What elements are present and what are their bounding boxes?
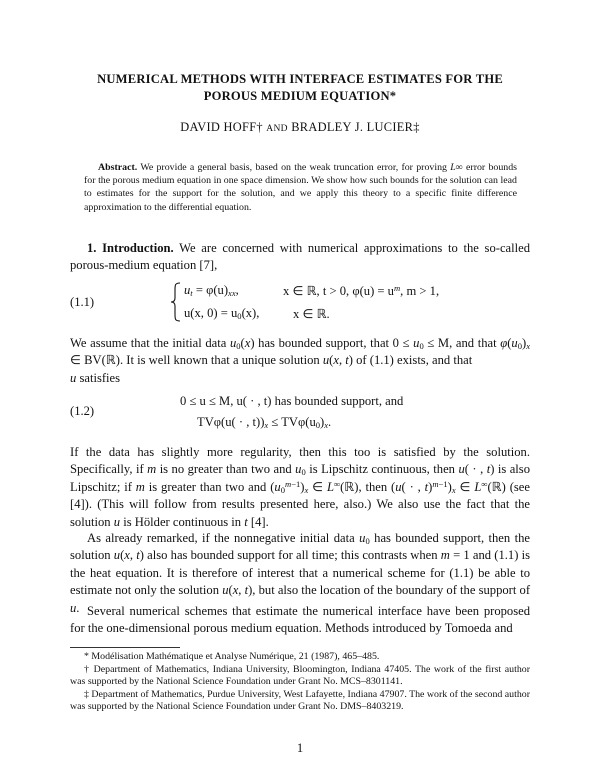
- p2-e: of (1.1) exists, and that: [356, 353, 473, 368]
- p4-a: As already remarked, if the nonnegative initial data: [87, 531, 355, 545]
- intro-paragraph: [70, 240, 530, 275]
- paper-title: [60, 71, 540, 105]
- p4-e: , but also the location of the boundary of the support of: [252, 583, 531, 598]
- p2-c: ≤ M, and that: [427, 336, 497, 350]
- p3-g: is Hölder continuous in: [123, 514, 242, 529]
- section-heading: 1. Introduction.: [87, 241, 174, 255]
- p2-f: satisfies: [79, 370, 121, 385]
- eq-phi: = φ(u): [195, 283, 229, 297]
- eq-cond: x ∈ ℝ, t > 0, φ(u) = u: [283, 284, 394, 298]
- equation-1-1-line-1: $u_t = \varphi(u)_{xx}$,: [184, 283, 239, 299]
- paragraph-schemes: Several numerical schemes that estimate the numerical interface have been proposed for the one-dimensional porous medium equation. Methods introduced by Tomoeda and: [70, 604, 530, 636]
- paragraph-regularity: If the data has slightly more regularity, then this too is satisfied by the solution. Specifically, if m is no greater than two and $u_0$ is Lipschitz continuous, then u( · , t) is also Lipschitz; if m is greater than two and $(u_0^{m-1})_x$ ∈ L∞(ℝ), then (u( · , $t)^{m-1})_x$ ∈ L∞(ℝ) (see [4]). (This will follow from results presented here, also.) We also use the fact that the solution u is Hölder continuous in t [4].: [70, 445, 531, 529]
- p4-c: also has bounded support for all time; this contrasts when: [147, 548, 438, 563]
- equation-1-1-line-2: u(x, $0) = u_0(x)$,: [184, 306, 260, 322]
- intro-text: We are concerned with numerical approximations to the so-called porous-medium equation [7],: [70, 241, 531, 273]
- eq-init-end: (x),: [241, 306, 260, 320]
- footnote-2: † Department of Mathematics, Indiana University, Bloomington, Indiana 47405. The work of the first author was supported by the National Science Foundation under Grant No. MCS–8301141.: [70, 664, 530, 688]
- title-line-1: NUMERICAL METHODS WITH INTERFACE ESTIMATES FOR THE: [97, 72, 503, 86]
- p2-d: ∈ BV(ℝ). It is well known that a unique solution: [70, 353, 320, 368]
- abstract-linf: L∞: [450, 161, 463, 173]
- eq2-tv-c: ): [320, 415, 325, 429]
- author-conjunction: AND: [266, 124, 288, 134]
- eq-u: u: [184, 283, 191, 297]
- p4-b: has bounded support, then the solution: [70, 531, 531, 563]
- left-brace: [170, 282, 182, 322]
- p2-a: We assume that the initial data: [70, 336, 227, 350]
- paragraph-assumptions: We assume that the initial data $u_0(x)$ has bounded support, that $0 \le u_0 \le M$, and that $\varphi(u_0)_x$ ∈ BV(ℝ). It is well known that a unique solution u(x, t) of (1.1) exists, and that u satisfies: [70, 336, 530, 385]
- eq2-tv-b: ≤ TVφ(u: [268, 415, 316, 429]
- p3-b: is no greater than two and: [159, 462, 292, 477]
- author-hoff: DAVID HOFF†: [180, 120, 263, 134]
- equation-number-1-2: (1.2): [70, 404, 95, 418]
- abstract-text-a: We provide a general basis, based on the weak truncation error, for proving: [140, 161, 447, 173]
- paragraph-support: As already remarked, if the nonnegative initial data $u_0$ has bounded support, then the solution u(x, t) also has bounded support for all time; this contrasts when m = 1 and (1.1) is the heat equation. It is therefore of interest that a numerical scheme for (1.1) be able to estimate not only the solution u(x, t), but also the location of the boundary of the support of u.: [70, 531, 531, 615]
- p3-c: is Lipschitz continuous, then: [309, 462, 455, 477]
- equation-1-1-condition-1: x ∈ ℝ, t > 0, $\varphi(u) = u^m$, m > 1,: [283, 283, 440, 298]
- eq-cond-end: , m > 1,: [400, 284, 440, 298]
- footnote-1: * Modélisation Mathématique et Analyse Numérique, 21 (1987), 465–485.: [84, 651, 380, 662]
- p3-h: [4].: [250, 514, 269, 529]
- author-line: [60, 120, 540, 135]
- equation-1-1-condition-2: x ∈ ℝ.: [293, 307, 330, 321]
- footnote-3: ‡ Department of Mathematics, Purdue University, West Lafayette, Indiana 47907. The work of the second author was supported by the National Science Foundation under Grant No. DMS–8403219.: [70, 689, 531, 713]
- eq-init: u(x, 0) = u: [184, 306, 238, 320]
- author-lucier: BRADLEY J. LUCIER‡: [291, 120, 420, 134]
- eq2-tv: TVφ(u( · , t)): [197, 415, 265, 429]
- p3-e: is greater than two and: [148, 479, 267, 494]
- equation-1-2-line-2: TVφ(u( · , $t))_x \le TV\varphi(u_0)_x$.: [197, 415, 332, 431]
- abstract: [84, 161, 517, 214]
- p3-f: (see [4]). (This will follow from results presented here, also.) We also use the fact that the solution: [70, 479, 530, 529]
- equation-number-1-1: (1.1): [70, 295, 95, 309]
- title-line-2: POROUS MEDIUM EQUATION*: [203, 89, 397, 103]
- p2-b: has bounded support, that 0 ≤: [258, 336, 410, 350]
- p3-a: If the data has slightly more regularity, then this too is satisfied by the solution. Specifically, if: [70, 445, 530, 477]
- p4-d: and (1.1) is the heat equation. It is therefore of interest that a numerical scheme for (1.1) be able to estimate not only the solution: [70, 548, 531, 598]
- abstract-text-b: error bounds for the porous medium equation in one space dimension. We show how such bounds for the solution can lead to estimates for the support for the solution, and we apply this theory to a specific finite difference approximation to the differential equation.: [84, 161, 518, 213]
- footnote-rule: [70, 647, 180, 648]
- p3-d: is also Lipschitz; if: [70, 462, 531, 494]
- abstract-label: Abstract.: [98, 161, 138, 173]
- equation-1-2-line-1: 0 ≤ u ≤ M, u( · , t) has bounded support, and: [180, 394, 404, 408]
- page-number: 1: [296, 741, 304, 755]
